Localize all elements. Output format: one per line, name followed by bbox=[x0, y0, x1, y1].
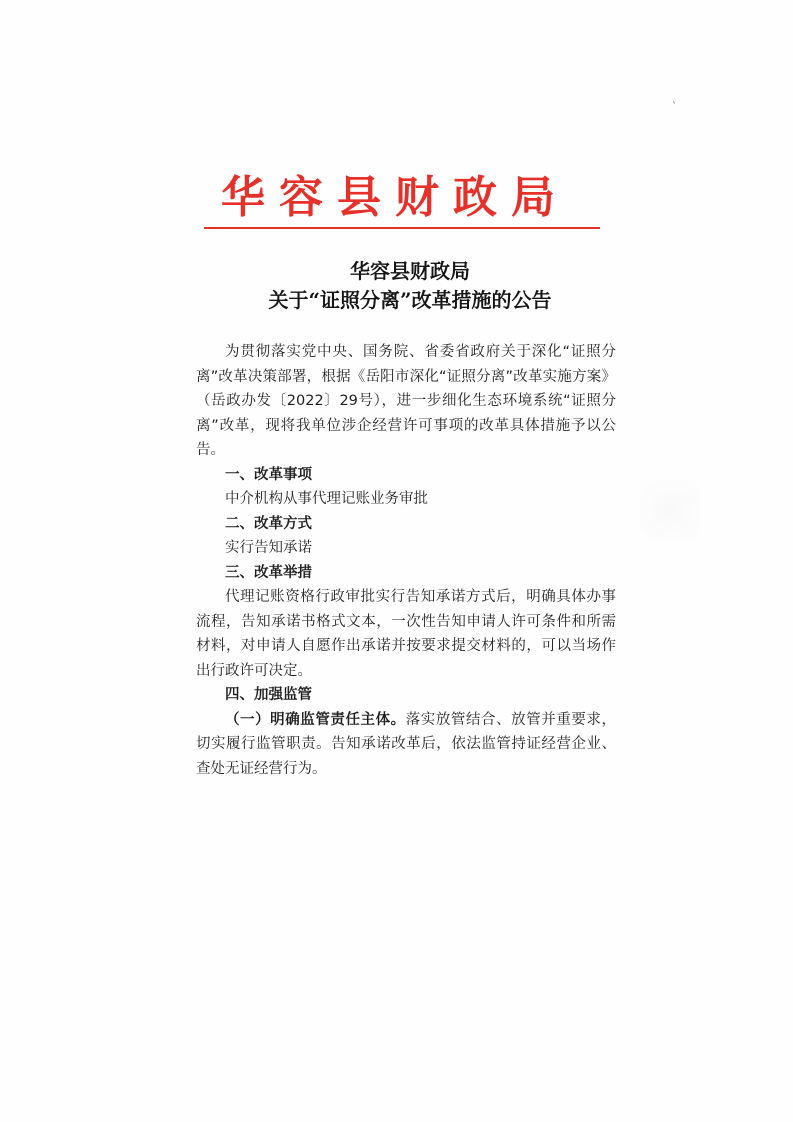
document-title-line-1: 华容县财政局 bbox=[350, 259, 470, 283]
section-1-heading: 一、改革事项 bbox=[225, 466, 312, 483]
section-4-heading: 四、加强监管 bbox=[225, 687, 312, 703]
section-4-paragraph bbox=[196, 708, 616, 782]
document-title bbox=[190, 257, 630, 315]
section-4-text: 落实放管结合、放管并重要求，切实履行监管职责。告知承诺改革后，依法监管持证经营企业、查处无证经营行为。 bbox=[196, 711, 617, 777]
section-3-heading: 三、改革举措 bbox=[225, 564, 312, 581]
scan-mark: ` bbox=[672, 102, 677, 113]
document-body bbox=[196, 340, 616, 781]
section-1-text: 中介机构从事代理记账业务审批 bbox=[225, 491, 428, 507]
letterhead-red-rule bbox=[204, 227, 600, 229]
intro-paragraph: 为贯彻落实党中央、国务院、省委省政府关于深化“证照分离”改革决策部署，根据《岳阳市深化“证照分离”改革实施方案》（岳政办发〔2022〕29号），进一步细化生态环境系统“证照分离”改革，现将我单位涉企经营许可事项的改革具体措施予以公告。 bbox=[196, 344, 616, 458]
section-2-text: 实行告知承诺 bbox=[225, 540, 312, 556]
letterhead-title: 华容县财政局 bbox=[221, 172, 569, 223]
section-3-text: 代理记账资格行政审批实行告知承诺方式后，明确具体办事流程，告知承诺书格式文本，一次性告知申请人许可条件和所需材料，对申请人自愿作出承诺并按要求提交材料的，可以当场作出行政许可决定。 bbox=[196, 589, 616, 679]
document-title-line-2: 关于“证照分离”改革措施的公告 bbox=[268, 288, 552, 312]
scan-smudge bbox=[640, 480, 700, 540]
section-4-lead: （一）明确监管责任主体。 bbox=[225, 711, 406, 728]
section-2-heading: 二、改革方式 bbox=[225, 515, 312, 532]
